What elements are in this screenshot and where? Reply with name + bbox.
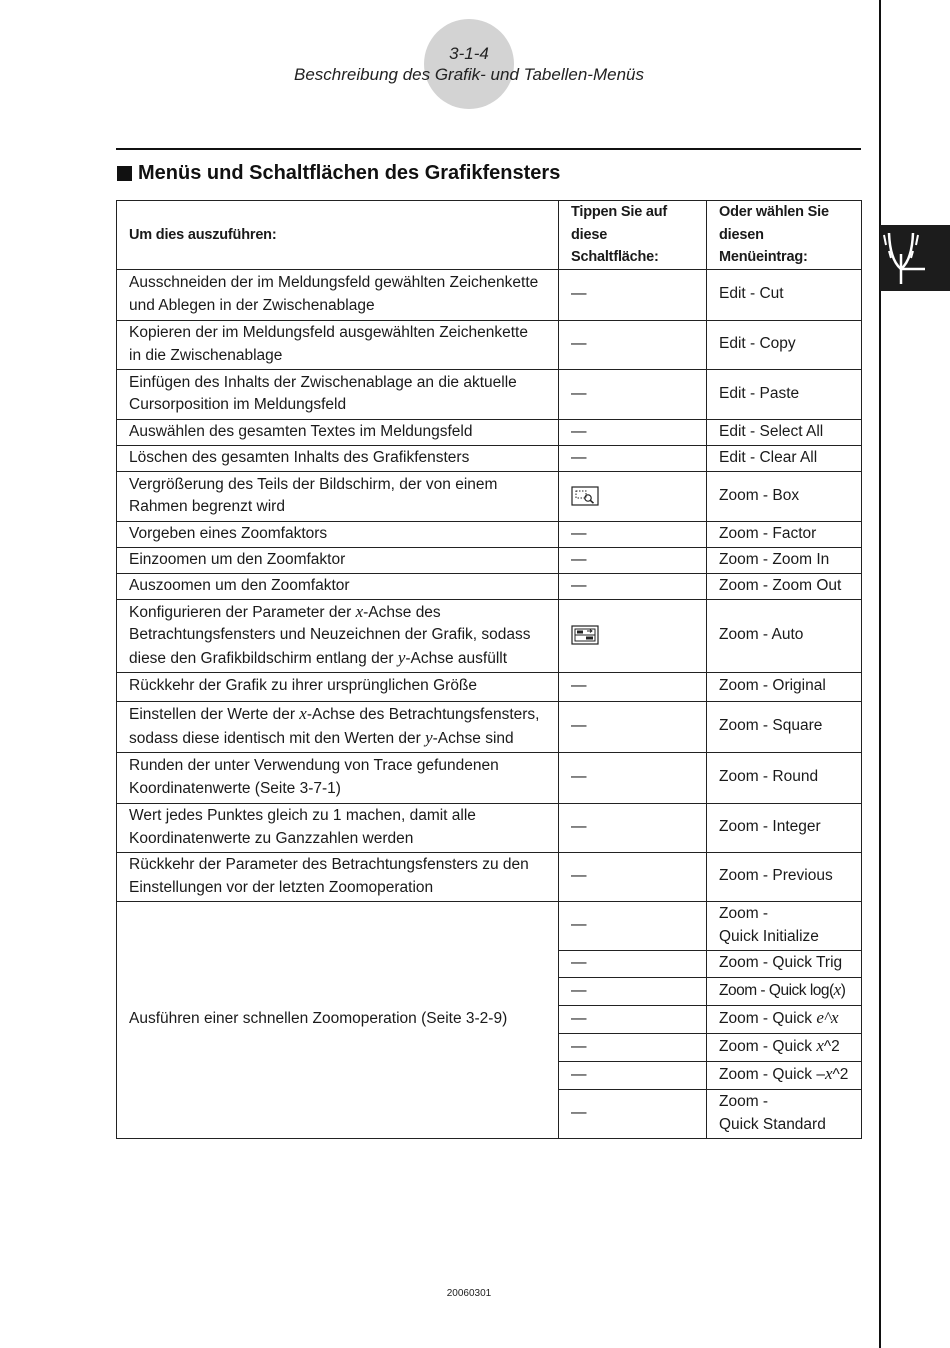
menu-cell: Edit - Copy [707, 320, 862, 369]
action-cell: Kopieren der im Meldungsfeld ausgewählten Zeichenkette in die Zwischenablage [117, 320, 559, 369]
header-button: Tippen Sie auf diese Schaltfläche: [559, 201, 707, 270]
footer-code: 20060301 [446, 1288, 492, 1299]
menu-cell: Edit - Clear All [707, 445, 862, 471]
button-cell: — [559, 852, 707, 901]
table-row-quick-zoom [117, 901, 862, 950]
square-bullet-icon [117, 166, 132, 181]
menu-cell: Zoom - Square [707, 701, 862, 752]
table-row [117, 521, 862, 547]
menu-cell: Zoom - Auto [707, 599, 862, 672]
menu-cell: Zoom - Quick x^2 [707, 1033, 862, 1061]
action-cell: Ausschneiden der im Meldungsfeld gewählten Zeichenkette und Ablegen in der Zwischenablage [117, 269, 559, 320]
menu-cell: Edit - Paste [707, 369, 862, 419]
section-top-rule [116, 148, 861, 150]
menu-cell: Zoom - Quick e^x [707, 1005, 862, 1033]
section-heading [117, 160, 560, 186]
section-title: Menüs und Schaltflächen des Grafikfensters [138, 161, 561, 184]
button-cell: — [559, 320, 707, 369]
action-cell: Rückkehr der Parameter des Betrachtungsfensters zu den Einstellungen vor der letzten Zoomoperation [117, 852, 559, 901]
menu-button-table [116, 200, 862, 1139]
page-number-circle [424, 19, 514, 109]
menu-cell: Edit - Cut [707, 269, 862, 320]
table-row [117, 752, 862, 803]
menu-cell: Zoom - Zoom Out [707, 573, 862, 599]
button-cell: — [559, 547, 707, 573]
table-row [117, 852, 862, 901]
action-cell: Einstellen der Werte der x-Achse des Betrachtungsfensters, sodass diese identisch mit den Werten der y-Achse sind [117, 701, 559, 752]
menu-cell: Zoom - Quick log(x) [707, 977, 862, 1005]
menu-cell: Zoom - Box [707, 471, 862, 521]
button-cell: — [559, 521, 707, 547]
menu-cell: Zoom - Integer [707, 803, 862, 852]
button-cell: — [559, 1033, 707, 1061]
button-cell: — [559, 1061, 707, 1089]
menu-cell: Zoom - Factor [707, 521, 862, 547]
table-header-row [117, 201, 862, 270]
table-row [117, 547, 862, 573]
button-cell [559, 471, 707, 521]
zoom-box-icon[interactable] [571, 486, 599, 506]
action-cell: Vergrößerung des Teils der Bildschirm, der von einem Rahmen begrenzt wird [117, 471, 559, 521]
menu-cell: Zoom - Zoom In [707, 547, 862, 573]
page-subtitle: Beschreibung des Grafik- und Tabellen-Menüs [294, 65, 644, 84]
menu-cell: Zoom - Round [707, 752, 862, 803]
action-cell: Löschen des gesamten Inhalts des Grafikfensters [117, 445, 559, 471]
right-margin-rule [879, 0, 881, 1348]
action-cell: Wert jedes Punktes gleich zu 1 machen, damit alle Koordinatenwerte zu Ganzzahlen werden [117, 803, 559, 852]
button-cell: — [559, 701, 707, 752]
page-number: 3-1-4 [449, 44, 489, 63]
action-cell: Auswählen des gesamten Textes im Meldungsfeld [117, 419, 559, 445]
menu-cell: Zoom - Quick Trig [707, 950, 862, 977]
action-cell: Vorgeben eines Zoomfaktors [117, 521, 559, 547]
table-row [117, 599, 862, 672]
menu-cell: Zoom - Quick Standard [707, 1089, 862, 1138]
menu-cell: Zoom - Quick Initialize [707, 901, 862, 950]
header-action: Um dies auszuführen: [117, 201, 559, 270]
table-row [117, 672, 862, 701]
button-cell: — [559, 445, 707, 471]
table-row [117, 269, 862, 320]
chapter-side-tab [880, 225, 950, 291]
action-cell: Konfigurieren der Parameter der x-Achse des Betrachtungsfensters und Neuzeichnen der Grafik, sodass diese den Grafikbildschirm entlang der y-Achse ausfüllt [117, 599, 559, 672]
button-cell: — [559, 977, 707, 1005]
header-menu: Oder wählen Sie diesen Menüeintrag: [707, 201, 862, 270]
button-cell: — [559, 419, 707, 445]
button-cell: — [559, 573, 707, 599]
button-cell: — [559, 369, 707, 419]
table-row [117, 803, 862, 852]
action-cell: Einzoomen um den Zoomfaktor [117, 547, 559, 573]
button-cell: — [559, 901, 707, 950]
graph-function-icon [880, 225, 950, 291]
action-cell: Runden der unter Verwendung von Trace gefundenen Koordinatenwerte (Seite 3-7-1) [117, 752, 559, 803]
zoom-auto-icon[interactable] [571, 625, 599, 645]
button-cell: — [559, 1089, 707, 1138]
action-cell: Einfügen des Inhalts der Zwischenablage an die aktuelle Cursorposition im Meldungsfeld [117, 369, 559, 419]
table-row [117, 419, 862, 445]
table-row [117, 320, 862, 369]
table-row [117, 701, 862, 752]
table-row [117, 369, 862, 419]
action-cell: Rückkehr der Grafik zu ihrer ursprünglichen Größe [117, 672, 559, 701]
menu-cell: Zoom - Previous [707, 852, 862, 901]
menu-cell: Zoom - Original [707, 672, 862, 701]
button-cell [559, 599, 707, 672]
action-cell: Auszoomen um den Zoomfaktor [117, 573, 559, 599]
quick-zoom-action-cell: Ausführen einer schnellen Zoomoperation (Seite 3-2-9) [117, 901, 559, 1138]
button-cell: — [559, 1005, 707, 1033]
table-row [117, 573, 862, 599]
menu-cell: Zoom - Quick –x^2 [707, 1061, 862, 1089]
menu-cell: Edit - Select All [707, 419, 862, 445]
button-cell: — [559, 672, 707, 701]
button-cell: — [559, 803, 707, 852]
table-row [117, 471, 862, 521]
table-row [117, 445, 862, 471]
button-cell: — [559, 752, 707, 803]
button-cell: — [559, 269, 707, 320]
button-cell: — [559, 950, 707, 977]
